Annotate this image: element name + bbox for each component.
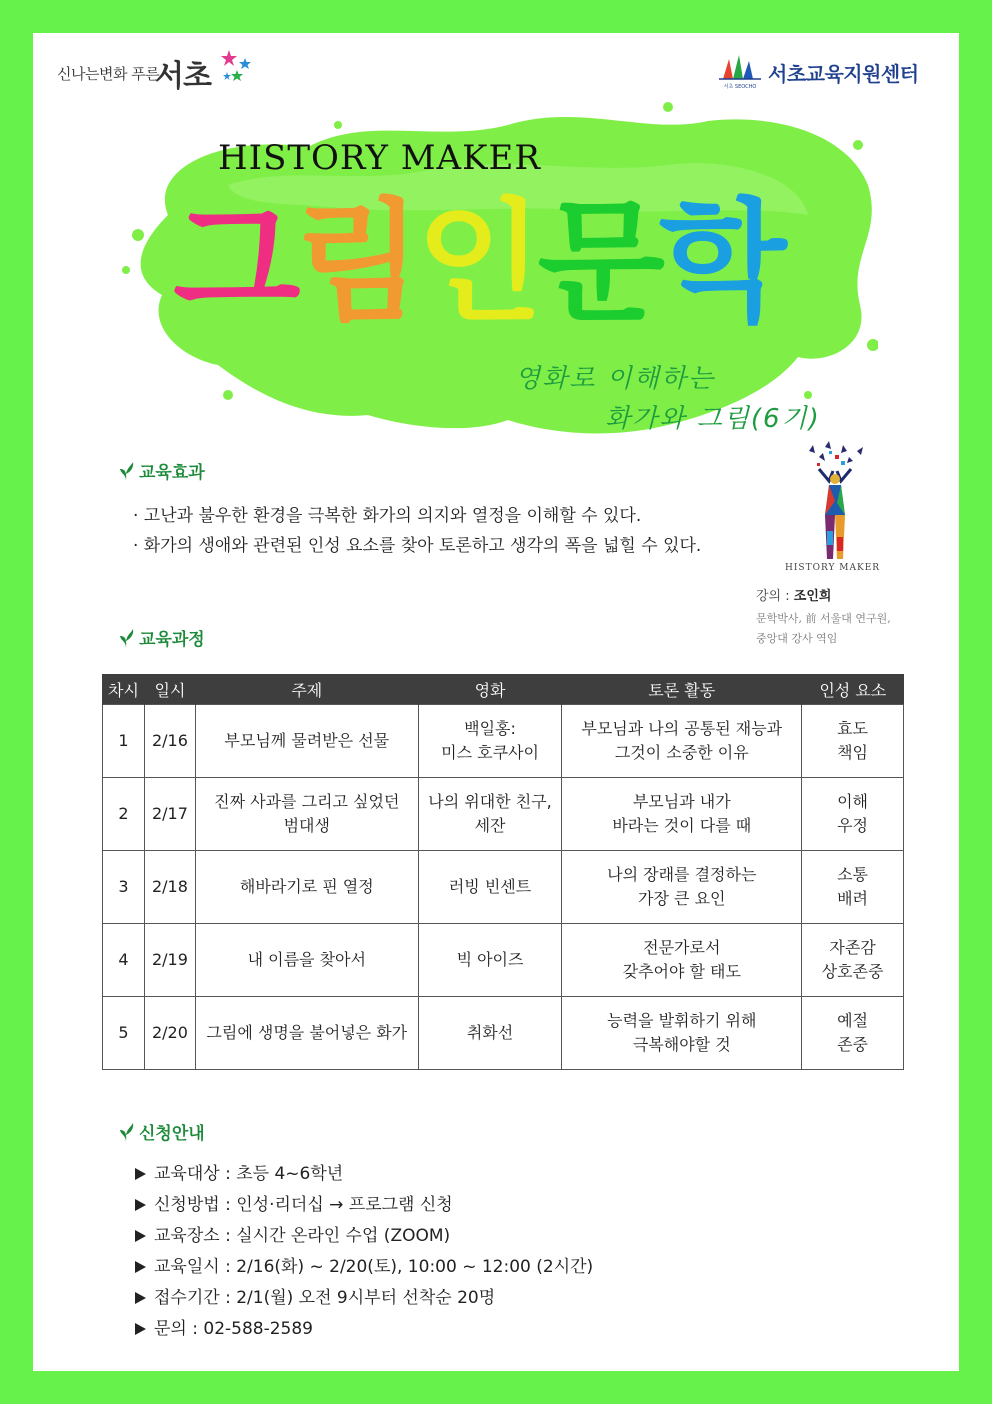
title-char-3: 인 — [416, 186, 538, 340]
col-header-values: 인성 요소 — [802, 674, 904, 705]
movie-cell: 나의 위대한 친구, 세잔 — [418, 778, 562, 851]
arrow-icon — [135, 1292, 146, 1304]
col-header-session: 차시 — [103, 674, 145, 705]
activity-cell: 부모님과 나의 공통된 재능과 그것이 소중한 이유 — [562, 705, 802, 778]
activity-cell: 나의 장래를 결정하는 가장 큰 요인 — [562, 851, 802, 924]
col-header-topic: 주제 — [195, 674, 418, 705]
table-row — [103, 997, 904, 1070]
course-table — [102, 674, 904, 1070]
col-header-activity: 토론 활동 — [562, 674, 802, 705]
date-cell: 2/19 — [144, 924, 195, 997]
values-cell: 소통 배려 — [802, 851, 904, 924]
values-cell: 이해 우정 — [802, 778, 904, 851]
center-logo-text: 서초 SEOCHO — [723, 84, 757, 90]
guide-item-schedule — [135, 1252, 593, 1283]
activity-cell: 능력을 발휘하기 위해 극복해야할 것 — [562, 997, 802, 1070]
history-maker-figure — [799, 441, 871, 569]
col-header-movie: 영화 — [418, 674, 562, 705]
topic-cell: 해바라기로 핀 열정 — [195, 851, 418, 924]
session-cell: 3 — [103, 851, 145, 924]
stars-icon — [215, 48, 255, 88]
guide-heading-text: 신청안내 — [139, 1124, 205, 1144]
topic-cell: 그림에 생명을 불어넣은 화가 — [195, 997, 418, 1070]
course-heading — [117, 625, 205, 650]
leaf-icon — [117, 460, 135, 482]
guide-item-method — [135, 1190, 593, 1221]
guide-item-text: 문의 : 02-588-2589 — [154, 1319, 313, 1339]
hero-kicker: HISTORY MAKER — [218, 138, 541, 178]
leaf-icon — [117, 1121, 135, 1143]
guide-item-text: 교육대상 : 초등 4~6학년 — [154, 1164, 344, 1184]
session-cell: 5 — [103, 997, 145, 1070]
guide-item-text: 교육장소 : 실시간 온라인 수업 (ZOOM) — [154, 1226, 451, 1246]
activity-cell: 부모님과 내가 바라는 것이 다를 때 — [562, 778, 802, 851]
guide-item-place — [135, 1221, 593, 1252]
movie-cell: 취화선 — [418, 997, 562, 1070]
lecturer-line — [756, 585, 831, 604]
effect-item: · 화가의 생애와 관련된 인성 요소를 찾아 토론하고 생각의 폭을 넓힐 수 있다. — [133, 536, 702, 556]
lecturer-desc-line: 중앙대 강사 역임 — [756, 632, 838, 645]
arrow-icon — [135, 1323, 146, 1335]
title-char-4: 문 — [537, 186, 660, 340]
course-heading-text: 교육과정 — [139, 630, 205, 650]
table-row — [103, 851, 904, 924]
slogan-seocho: 서초 — [155, 59, 211, 94]
session-cell: 4 — [103, 924, 145, 997]
topic-cell: 부모님께 물려받은 선물 — [195, 705, 418, 778]
poster-sheet — [33, 33, 959, 1371]
date-cell: 2/17 — [144, 778, 195, 851]
hero-subtitle-line1: 영화로 이해하는 — [515, 364, 716, 394]
course-header-row — [103, 674, 904, 705]
effects-heading-text: 교육효과 — [139, 463, 205, 483]
lecturer-desc-line: 문학박사, 前 서울대 연구원, — [756, 612, 891, 625]
movie-cell: 러빙 빈센트 — [418, 851, 562, 924]
arrow-icon — [135, 1199, 146, 1211]
session-cell: 2 — [103, 778, 145, 851]
lecturer-name: 조인희 — [793, 589, 832, 604]
session-cell: 1 — [103, 705, 145, 778]
values-cell: 효도 책임 — [802, 705, 904, 778]
guide-item-contact — [135, 1314, 593, 1345]
title-char-1: 그 — [173, 186, 295, 340]
title-char-2: 림 — [294, 186, 417, 340]
guide-item-text: 교육일시 : 2/16(화) ~ 2/20(토), 10:00 ~ 12:00 (2시간) — [154, 1257, 594, 1277]
topic-cell: 진짜 사과를 그리고 싶었던 범대생 — [195, 778, 418, 851]
slogan-small: 신나는변화 푸른 — [57, 65, 160, 83]
lecturer-label: 강의 : — [756, 589, 794, 604]
guide-item-target — [135, 1159, 593, 1190]
table-row — [103, 778, 904, 851]
arrow-icon — [135, 1261, 146, 1273]
arrow-icon — [135, 1230, 146, 1242]
hero-subtitle-line2: 화가와 그림(6기) — [605, 404, 821, 434]
date-cell: 2/18 — [144, 851, 195, 924]
center-name: 서초교육지원센터 — [768, 62, 919, 86]
figure-caption: HISTORY MAKER — [785, 563, 881, 573]
guide-item-registration — [135, 1283, 593, 1314]
col-header-date: 일시 — [144, 674, 195, 705]
effects-list — [133, 501, 701, 561]
guide-item-text: 접수기간 : 2/1(월) 오전 9시부터 선착순 20명 — [154, 1288, 496, 1308]
activity-cell: 전문가로서 갖추어야 할 태도 — [562, 924, 802, 997]
movie-cell: 백일홍: 미스 호쿠사이 — [418, 705, 562, 778]
guide-item-text: 신청방법 : 인성·리더십 → 프로그램 신청 — [154, 1195, 453, 1215]
lecturer-description — [756, 609, 891, 649]
leaf-icon — [117, 627, 135, 649]
center-logo-icon — [717, 51, 763, 91]
arrow-icon — [135, 1168, 146, 1180]
guide-list — [135, 1159, 593, 1345]
guide-heading — [117, 1119, 205, 1144]
course-body — [103, 705, 904, 1070]
date-cell: 2/16 — [144, 705, 195, 778]
effects-heading — [117, 458, 205, 483]
movie-cell: 빅 아이즈 — [418, 924, 562, 997]
values-cell: 자존감 상호존중 — [802, 924, 904, 997]
table-row — [103, 705, 904, 778]
title-char-5: 학 — [659, 186, 781, 340]
hero-title — [173, 183, 781, 343]
topic-cell: 내 이름을 찾아서 — [195, 924, 418, 997]
date-cell: 2/20 — [144, 997, 195, 1070]
values-cell: 예절 존중 — [802, 997, 904, 1070]
table-row — [103, 924, 904, 997]
effect-item: · 고난과 불우한 환경을 극복한 화가의 의지와 열정을 이해할 수 있다. — [133, 506, 642, 526]
